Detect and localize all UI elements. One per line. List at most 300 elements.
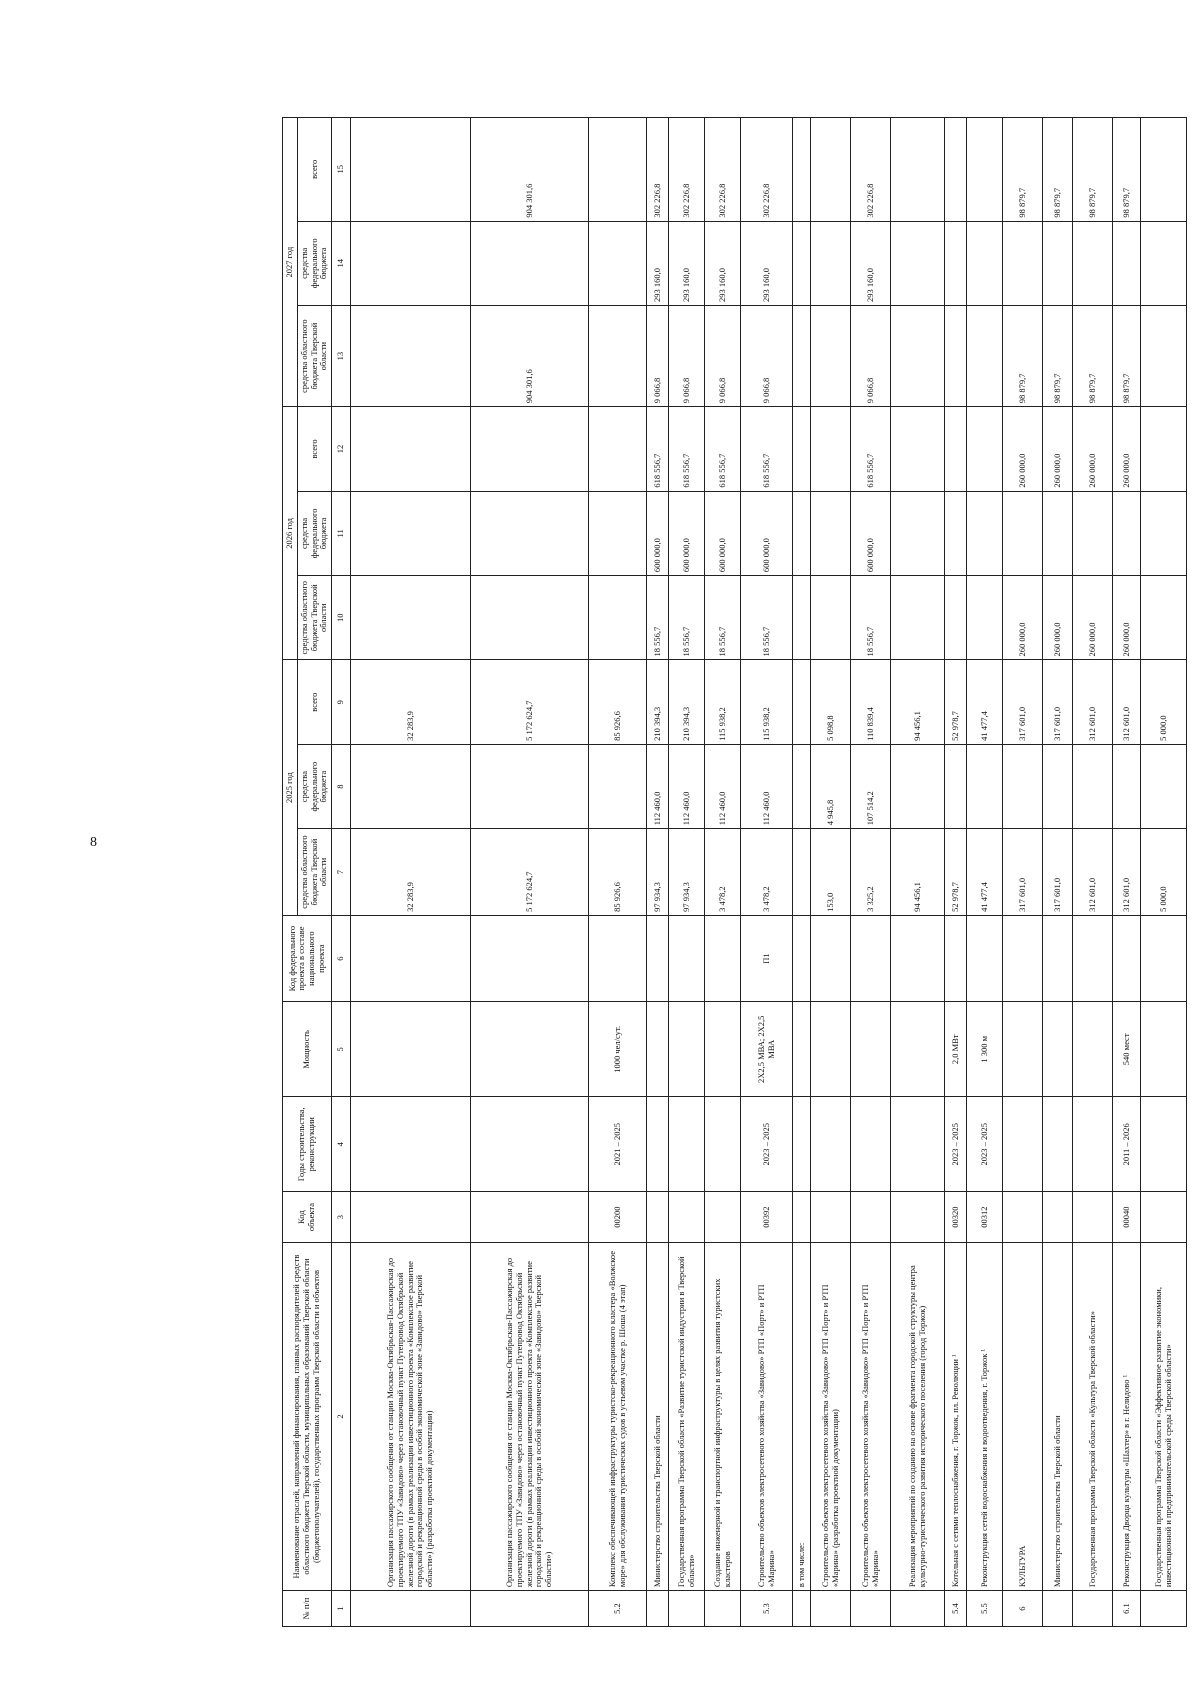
table-row bbox=[741, 118, 793, 1627]
federal-2027 bbox=[945, 221, 967, 305]
regional-2026: 260 000,0 bbox=[1073, 576, 1113, 660]
row-name: Комплекс обеспечивающей инфраструктуры туристско-рекреационного кластера «Волжское море» для обслуживания туристических судов в устьевом участке р. Шоша (4 этап) bbox=[589, 1242, 647, 1590]
header-2027: 2027 год bbox=[283, 118, 298, 407]
total-2025: 94 456,1 bbox=[891, 660, 945, 744]
federal-project-code bbox=[811, 915, 851, 1002]
column-number: 6 bbox=[332, 915, 351, 1002]
capacity bbox=[647, 1002, 669, 1097]
row-name: Государственная программа Тверской области «Развитие туристской индустрии в Тверской области» bbox=[669, 1242, 705, 1590]
federal-project-code bbox=[589, 915, 647, 1002]
table-body bbox=[332, 118, 1187, 1627]
total-2025: 312 601,0 bbox=[1113, 660, 1141, 744]
row-name: Организация пассажирского сообщения от станции Москва-Октябрьская-Пассажирская до проектируемого ТПУ «Завидово» через остановочный пункт Путепровод Октябрьской железной дороги (в рамках реализации инвестиционного проекта «Комплексное развитие городской и рекреационной среды в особой экономической зоне «Завидово» Тверской области») (разработка проектной документации) bbox=[351, 1242, 471, 1590]
row-number: 6 bbox=[1003, 1591, 1043, 1627]
regional-2026 bbox=[351, 576, 471, 660]
regional-2025: 317 601,0 bbox=[1043, 829, 1073, 916]
federal-2025: 112 460,0 bbox=[669, 744, 705, 828]
capacity: 2Х2,5 МВА; 2Х2,5 МВА bbox=[741, 1002, 793, 1097]
total-2025: 317 601,0 bbox=[1003, 660, 1043, 744]
header-code: Код объекта bbox=[283, 1192, 332, 1243]
total-2025: 85 926,6 bbox=[589, 660, 647, 744]
object-code bbox=[1073, 1192, 1113, 1243]
capacity: 540 мест bbox=[1113, 1002, 1141, 1097]
capacity bbox=[705, 1002, 741, 1097]
federal-2025 bbox=[351, 744, 471, 828]
total-2027 bbox=[891, 118, 945, 222]
federal-2027 bbox=[351, 221, 471, 305]
regional-2027: 904 301,6 bbox=[471, 305, 589, 406]
federal-project-code bbox=[471, 915, 589, 1002]
total-2025: 32 283,9 bbox=[351, 660, 471, 744]
object-code bbox=[1141, 1192, 1187, 1243]
federal-2026 bbox=[471, 491, 589, 575]
construction-years bbox=[647, 1097, 669, 1192]
total-2026: 618 556,7 bbox=[669, 407, 705, 491]
regional-2027: 9 066,8 bbox=[669, 305, 705, 406]
total-2026 bbox=[589, 407, 647, 491]
construction-years bbox=[351, 1097, 471, 1192]
construction-years bbox=[471, 1097, 589, 1192]
table-row bbox=[705, 118, 741, 1627]
row-name: Строительство объектов электросетевого хозяйства «Завидово» РТП «Порт» и РТП «Марина» (разработка проектной документации) bbox=[811, 1242, 851, 1590]
federal-2026 bbox=[1073, 491, 1113, 575]
federal-2025: 112 460,0 bbox=[647, 744, 669, 828]
table-row bbox=[669, 118, 705, 1627]
regional-2026: 18 556,7 bbox=[851, 576, 891, 660]
row-number: 5.4 bbox=[945, 1591, 967, 1627]
federal-2025 bbox=[471, 744, 589, 828]
regional-2025: 3 478,2 bbox=[705, 829, 741, 916]
total-2027: 302 226,8 bbox=[647, 118, 669, 222]
capacity: 1000 чел/сут. bbox=[589, 1002, 647, 1097]
total-2025: 110 839,4 bbox=[851, 660, 891, 744]
construction-years bbox=[793, 1097, 811, 1192]
federal-project-code bbox=[1043, 915, 1073, 1002]
column-number: 1 bbox=[332, 1591, 351, 1627]
header-years: Годы строительства, реконструкции bbox=[283, 1097, 332, 1192]
regional-2026 bbox=[945, 576, 967, 660]
row-number: 5.5 bbox=[967, 1591, 1003, 1627]
total-2026 bbox=[891, 407, 945, 491]
table-row bbox=[945, 118, 967, 1627]
construction-years bbox=[1043, 1097, 1073, 1192]
federal-2025: 112 460,0 bbox=[741, 744, 793, 828]
row-number bbox=[705, 1591, 741, 1627]
federal-project-code bbox=[851, 915, 891, 1002]
object-code bbox=[1003, 1192, 1043, 1243]
row-number: 6.1 bbox=[1113, 1591, 1141, 1627]
total-2027: 302 226,8 bbox=[741, 118, 793, 222]
regional-2027: 9 066,8 bbox=[851, 305, 891, 406]
row-name: Создание инженерной и транспортной инфраструктуры в целях развития туристских кластеров bbox=[705, 1242, 741, 1590]
regional-2025: 3 325,2 bbox=[851, 829, 891, 916]
regional-2027: 98 879,7 bbox=[1003, 305, 1043, 406]
object-code: 00320 bbox=[945, 1192, 967, 1243]
total-2025: 5 172 624,7 bbox=[471, 660, 589, 744]
total-2027: 904 301,6 bbox=[471, 118, 589, 222]
federal-project-code bbox=[1113, 915, 1141, 1002]
row-number bbox=[669, 1591, 705, 1627]
federal-2025 bbox=[1113, 744, 1141, 828]
construction-years bbox=[705, 1097, 741, 1192]
capacity bbox=[1141, 1002, 1187, 1097]
total-2027: 302 226,8 bbox=[851, 118, 891, 222]
capacity: 2,0 МВт bbox=[945, 1002, 967, 1097]
federal-project-code bbox=[1073, 915, 1113, 1002]
table-row bbox=[1043, 118, 1073, 1627]
federal-project-code bbox=[967, 915, 1003, 1002]
total-2025: 5 000,0 bbox=[1141, 660, 1187, 744]
construction-years: 2023 – 2025 bbox=[741, 1097, 793, 1192]
federal-project-code bbox=[669, 915, 705, 1002]
budget-table bbox=[282, 117, 1187, 1627]
regional-2025: 85 926,6 bbox=[589, 829, 647, 916]
federal-2027 bbox=[1113, 221, 1141, 305]
total-2025 bbox=[793, 660, 811, 744]
regional-2025: 5 000,0 bbox=[1141, 829, 1187, 916]
row-name: Государственная программа Тверской области «Культура Тверской области» bbox=[1073, 1242, 1113, 1590]
row-name: Реализация мероприятий по созданию на основе фрагмента городской структуры центра культурно-туристического развития исторического поселения (город Торжок) bbox=[891, 1242, 945, 1590]
regional-2026: 18 556,7 bbox=[741, 576, 793, 660]
construction-years: 2021 – 2025 bbox=[589, 1097, 647, 1192]
object-code: 00200 bbox=[589, 1192, 647, 1243]
regional-2027 bbox=[351, 305, 471, 406]
table-row bbox=[891, 118, 945, 1627]
total-2027 bbox=[945, 118, 967, 222]
regional-2026 bbox=[967, 576, 1003, 660]
federal-2027: 293 160,0 bbox=[741, 221, 793, 305]
capacity bbox=[851, 1002, 891, 1097]
sub-federal-2027: средства федерального бюджета bbox=[297, 221, 331, 305]
page-number: 8 bbox=[90, 835, 97, 850]
row-number bbox=[1043, 1591, 1073, 1627]
table-row bbox=[811, 118, 851, 1627]
federal-project-code bbox=[1141, 915, 1187, 1002]
sub-total-2026: всего bbox=[297, 407, 331, 491]
object-code: 00392 bbox=[741, 1192, 793, 1243]
total-2027: 98 879,7 bbox=[1113, 118, 1141, 222]
total-2027: 98 879,7 bbox=[1003, 118, 1043, 222]
regional-2026 bbox=[793, 576, 811, 660]
federal-2025 bbox=[945, 744, 967, 828]
table-row bbox=[851, 118, 891, 1627]
table-row bbox=[1073, 118, 1113, 1627]
regional-2027 bbox=[589, 305, 647, 406]
capacity bbox=[891, 1002, 945, 1097]
column-number: 5 bbox=[332, 1002, 351, 1097]
federal-2026 bbox=[945, 491, 967, 575]
regional-2027: 9 066,8 bbox=[741, 305, 793, 406]
federal-2026: 600 000,0 bbox=[851, 491, 891, 575]
total-2027 bbox=[967, 118, 1003, 222]
regional-2027 bbox=[811, 305, 851, 406]
total-2025: 41 477,4 bbox=[967, 660, 1003, 744]
object-code: 00312 bbox=[967, 1192, 1003, 1243]
regional-2026: 260 000,0 bbox=[1043, 576, 1073, 660]
sub-federal-2026: средства федерального бюджета bbox=[297, 491, 331, 575]
regional-2027: 98 879,7 bbox=[1043, 305, 1073, 406]
row-number bbox=[647, 1591, 669, 1627]
regional-2026 bbox=[471, 576, 589, 660]
capacity: 1 300 м bbox=[967, 1002, 1003, 1097]
column-number: 12 bbox=[332, 407, 351, 491]
federal-2026 bbox=[351, 491, 471, 575]
regional-2025: 41 477,4 bbox=[967, 829, 1003, 916]
column-number: 8 bbox=[332, 744, 351, 828]
construction-years bbox=[669, 1097, 705, 1192]
federal-2025 bbox=[793, 744, 811, 828]
federal-2026 bbox=[589, 491, 647, 575]
regional-2027: 98 879,7 bbox=[1113, 305, 1141, 406]
federal-2027 bbox=[1073, 221, 1113, 305]
federal-2027 bbox=[1043, 221, 1073, 305]
regional-2025 bbox=[793, 829, 811, 916]
federal-2025 bbox=[1073, 744, 1113, 828]
federal-2027 bbox=[1141, 221, 1187, 305]
federal-project-code bbox=[1003, 915, 1043, 1002]
regional-2026 bbox=[811, 576, 851, 660]
construction-years: 2023 – 2025 bbox=[967, 1097, 1003, 1192]
table-row bbox=[1141, 118, 1187, 1627]
federal-project-code bbox=[891, 915, 945, 1002]
total-2025: 52 978,7 bbox=[945, 660, 967, 744]
regional-2027 bbox=[891, 305, 945, 406]
regional-2027: 9 066,8 bbox=[705, 305, 741, 406]
sub-regional-2026: средства областного бюджета Тверской области bbox=[297, 576, 331, 660]
table-row bbox=[967, 118, 1003, 1627]
sub-regional-2027: средства областного бюджета Тверской области bbox=[297, 305, 331, 406]
federal-2027: 293 160,0 bbox=[647, 221, 669, 305]
total-2026: 618 556,7 bbox=[705, 407, 741, 491]
federal-2026 bbox=[793, 491, 811, 575]
header-name: Наименование отраслей, направлений финансирования, главных распорядителей средств областного бюджета Тверской области, муниципальных образований Тверской области (бюджетополучателей), государственных программ Тверской области и объектов bbox=[283, 1242, 332, 1590]
federal-2025 bbox=[1141, 744, 1187, 828]
federal-2027 bbox=[589, 221, 647, 305]
object-code bbox=[1043, 1192, 1073, 1243]
row-name: Строительство объектов электросетевого хозяйства «Завидово» РТП «Порт» и РТП «Марина» bbox=[851, 1242, 891, 1590]
federal-2027: 293 160,0 bbox=[705, 221, 741, 305]
regional-2026: 18 556,7 bbox=[647, 576, 669, 660]
federal-2026: 600 000,0 bbox=[647, 491, 669, 575]
row-number bbox=[891, 1591, 945, 1627]
total-2025: 115 938,2 bbox=[705, 660, 741, 744]
total-2026 bbox=[967, 407, 1003, 491]
table-row bbox=[793, 118, 811, 1627]
construction-years bbox=[1073, 1097, 1113, 1192]
capacity bbox=[1073, 1002, 1113, 1097]
object-code bbox=[471, 1192, 589, 1243]
header-fed-code: Код федерального проекта в составе национального проекта bbox=[283, 915, 332, 1002]
total-2025: 210 394,3 bbox=[647, 660, 669, 744]
total-2027 bbox=[351, 118, 471, 222]
regional-2025: 32 283,9 bbox=[351, 829, 471, 916]
federal-project-code bbox=[647, 915, 669, 1002]
total-2026 bbox=[471, 407, 589, 491]
total-2026 bbox=[351, 407, 471, 491]
row-name: Строительство объектов электросетевого хозяйства «Завидово» РТП «Порт» и РТП «Марина» bbox=[741, 1242, 793, 1590]
row-name: КУЛЬТУРА bbox=[1003, 1242, 1043, 1590]
regional-2027 bbox=[967, 305, 1003, 406]
federal-2025: 112 460,0 bbox=[705, 744, 741, 828]
regional-2025: 97 934,3 bbox=[669, 829, 705, 916]
total-2026: 260 000,0 bbox=[1003, 407, 1043, 491]
row-number bbox=[851, 1591, 891, 1627]
object-code bbox=[891, 1192, 945, 1243]
regional-2025: 5 172 624,7 bbox=[471, 829, 589, 916]
federal-2025 bbox=[1043, 744, 1073, 828]
column-number: 14 bbox=[332, 221, 351, 305]
total-2026 bbox=[945, 407, 967, 491]
total-2027: 98 879,7 bbox=[1043, 118, 1073, 222]
object-code bbox=[647, 1192, 669, 1243]
header-no: № п/п bbox=[283, 1591, 332, 1627]
row-name: Реконструкция сетей водоснабжения и водоотведения, г. Торжок ¹ bbox=[967, 1242, 1003, 1590]
column-number: 13 bbox=[332, 305, 351, 406]
row-number bbox=[1073, 1591, 1113, 1627]
regional-2025: 97 934,3 bbox=[647, 829, 669, 916]
header-capacity: Мощность bbox=[283, 1002, 332, 1097]
table-row bbox=[1003, 118, 1043, 1627]
capacity bbox=[1003, 1002, 1043, 1097]
total-2026 bbox=[811, 407, 851, 491]
total-2027 bbox=[1141, 118, 1187, 222]
row-number bbox=[793, 1591, 811, 1627]
capacity bbox=[793, 1002, 811, 1097]
regional-2027 bbox=[945, 305, 967, 406]
column-number: 9 bbox=[332, 660, 351, 744]
total-2026: 618 556,7 bbox=[851, 407, 891, 491]
total-2026: 260 000,0 bbox=[1113, 407, 1141, 491]
total-2026: 618 556,7 bbox=[647, 407, 669, 491]
row-name: Котельная с сетями теплоснабжения, г. Торжок, пл. Революции ¹ bbox=[945, 1242, 967, 1590]
total-2026: 260 000,0 bbox=[1073, 407, 1113, 491]
federal-2026: 600 000,0 bbox=[669, 491, 705, 575]
row-name: Министерство строительства Тверской области bbox=[647, 1242, 669, 1590]
regional-2026: 260 000,0 bbox=[1003, 576, 1043, 660]
rotated-page bbox=[180, 100, 1180, 1690]
column-number: 7 bbox=[332, 829, 351, 916]
capacity bbox=[669, 1002, 705, 1097]
column-number: 11 bbox=[332, 491, 351, 575]
total-2025: 312 601,0 bbox=[1073, 660, 1113, 744]
federal-2027 bbox=[1003, 221, 1043, 305]
regional-2025: 94 456,1 bbox=[891, 829, 945, 916]
capacity bbox=[471, 1002, 589, 1097]
table-row bbox=[351, 118, 471, 1627]
total-2026 bbox=[793, 407, 811, 491]
regional-2025: 312 601,0 bbox=[1113, 829, 1141, 916]
federal-2026 bbox=[967, 491, 1003, 575]
sub-total-2025: всего bbox=[297, 660, 331, 744]
federal-2025: 107 514,2 bbox=[851, 744, 891, 828]
construction-years bbox=[1003, 1097, 1043, 1192]
table-row bbox=[589, 118, 647, 1627]
table-row bbox=[1113, 118, 1141, 1627]
regional-2025: 3 478,2 bbox=[741, 829, 793, 916]
construction-years: 2023 – 2025 bbox=[945, 1097, 967, 1192]
total-2027 bbox=[793, 118, 811, 222]
federal-2027: 293 160,0 bbox=[851, 221, 891, 305]
federal-2026 bbox=[891, 491, 945, 575]
capacity bbox=[351, 1002, 471, 1097]
sub-federal-2025: средства федерального бюджета bbox=[297, 744, 331, 828]
federal-2026 bbox=[1043, 491, 1073, 575]
row-number bbox=[351, 1591, 471, 1627]
federal-2026: 600 000,0 bbox=[705, 491, 741, 575]
table-row bbox=[647, 118, 669, 1627]
federal-2027 bbox=[967, 221, 1003, 305]
total-2025: 317 601,0 bbox=[1043, 660, 1073, 744]
construction-years bbox=[891, 1097, 945, 1192]
row-name: Государственная программа Тверской области «Эффективное развитие экономики, инвестиционной и предпринимательской среды Тверской области» bbox=[1141, 1242, 1187, 1590]
total-2027: 98 879,7 bbox=[1073, 118, 1113, 222]
regional-2027 bbox=[793, 305, 811, 406]
row-name: в том числе: bbox=[793, 1242, 811, 1590]
federal-2027 bbox=[471, 221, 589, 305]
federal-project-code bbox=[705, 915, 741, 1002]
row-number bbox=[1141, 1591, 1187, 1627]
total-2027 bbox=[589, 118, 647, 222]
federal-2025 bbox=[891, 744, 945, 828]
object-code bbox=[351, 1192, 471, 1243]
construction-years bbox=[851, 1097, 891, 1192]
column-numbers-row bbox=[332, 118, 351, 1627]
federal-2026 bbox=[1141, 491, 1187, 575]
federal-2027 bbox=[793, 221, 811, 305]
total-2026: 260 000,0 bbox=[1043, 407, 1073, 491]
regional-2026: 260 000,0 bbox=[1113, 576, 1141, 660]
construction-years bbox=[1141, 1097, 1187, 1192]
regional-2027: 98 879,7 bbox=[1073, 305, 1113, 406]
construction-years bbox=[811, 1097, 851, 1192]
total-2026 bbox=[1141, 407, 1187, 491]
total-2025: 5 098,8 bbox=[811, 660, 851, 744]
object-code bbox=[705, 1192, 741, 1243]
header-2026: 2026 год bbox=[283, 407, 298, 660]
total-2027: 302 226,8 bbox=[669, 118, 705, 222]
federal-2026: 600 000,0 bbox=[741, 491, 793, 575]
federal-2025 bbox=[589, 744, 647, 828]
federal-2027 bbox=[811, 221, 851, 305]
header-2025: 2025 год bbox=[283, 660, 298, 915]
regional-2027: 9 066,8 bbox=[647, 305, 669, 406]
regional-2026: 18 556,7 bbox=[705, 576, 741, 660]
column-number: 3 bbox=[332, 1192, 351, 1243]
federal-project-code: П1 bbox=[741, 915, 793, 1002]
row-name: Организация пассажирского сообщения от станции Москва-Октябрьская-Пассажирская до проектируемого ТПУ «Завидово» через остановочный пункт Путепровод Октябрьской железной дороги (в рамках реализации инвестиционного проекта «Комплексное развитие городской и рекреационной среды в особой экономической зоне «Завидово» Тверской области») bbox=[471, 1242, 589, 1590]
row-number bbox=[811, 1591, 851, 1627]
federal-2025 bbox=[1003, 744, 1043, 828]
regional-2025: 52 978,7 bbox=[945, 829, 967, 916]
regional-2025: 312 601,0 bbox=[1073, 829, 1113, 916]
regional-2026 bbox=[1141, 576, 1187, 660]
object-code bbox=[669, 1192, 705, 1243]
row-number: 5.3 bbox=[741, 1591, 793, 1627]
federal-2026 bbox=[811, 491, 851, 575]
column-number: 10 bbox=[332, 576, 351, 660]
federal-2026 bbox=[1113, 491, 1141, 575]
regional-2026 bbox=[589, 576, 647, 660]
total-2025: 210 394,3 bbox=[669, 660, 705, 744]
federal-2026 bbox=[1003, 491, 1043, 575]
regional-2026: 18 556,7 bbox=[669, 576, 705, 660]
table-row bbox=[471, 118, 589, 1627]
federal-2025: 4 945,8 bbox=[811, 744, 851, 828]
sub-regional-2025: средства областного бюджета Тверской области bbox=[297, 829, 331, 916]
object-code: 00040 bbox=[1113, 1192, 1141, 1243]
total-2025: 115 938,2 bbox=[741, 660, 793, 744]
sub-total-2027: всего bbox=[297, 118, 331, 222]
